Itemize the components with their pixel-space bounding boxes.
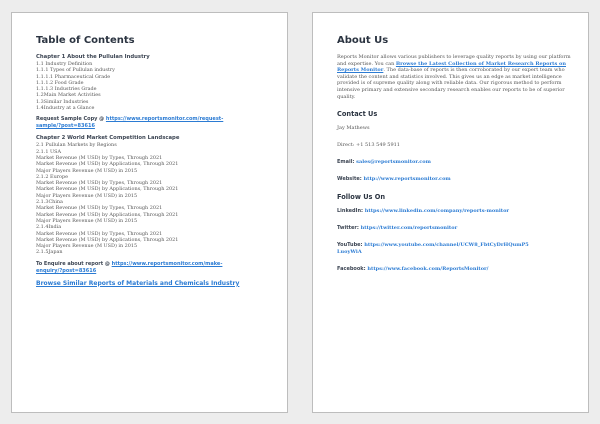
- toc-item: 1.1.1 Types of Pullulan industry: [36, 67, 115, 74]
- toc-item: Market Revenue (M USD) by Applications, Through 2021: [36, 236, 179, 243]
- website-link[interactable]: http://www.reportsmonitor.com: [363, 176, 451, 183]
- toc-item: Market Revenue (M USD) by Applications, Through 2021: [36, 211, 179, 218]
- email-link[interactable]: sales@reportsmonitor.com: [356, 159, 431, 166]
- follow-linkedin: [337, 208, 572, 215]
- sample-request: [36, 116, 273, 130]
- toc-item: 2.1 Pullulan Markets by Regions: [36, 142, 117, 149]
- about-text-1: Reports Monitor allows various publishers to leverage quality reports by using our platform and expertise. You can: [337, 54, 571, 67]
- chapter2-list: [36, 142, 273, 255]
- toc-item: 1.2Main Market Activities: [36, 92, 101, 99]
- right-page: [312, 12, 589, 413]
- toc-item: 1.3Similar Industries: [36, 98, 89, 105]
- enquiry-link-cont[interactable]: enquiry/?post=83616: [36, 267, 97, 274]
- linkedin-link[interactable]: https://www.linkedin.com/company/reports-monitor: [364, 208, 510, 215]
- youtube-link[interactable]: https://www.youtube.com/channel/UCW8_FbtCyDrHQumP5: [364, 242, 529, 249]
- sample-request-link[interactable]: https://www.reportsmonitor.com/request-: [105, 116, 224, 123]
- contact-website: [337, 176, 572, 183]
- toc-item: Major Players Revenue (M USD) in 2015: [36, 192, 138, 199]
- contact-name: Jay Mathews: [337, 125, 370, 132]
- toc-item: Market Revenue (M USD) by Types, Through 2021: [36, 154, 163, 161]
- toc-item: 2.1.2 Europe: [36, 173, 69, 180]
- toc-item: 1.1.1.2 Food Grade: [36, 79, 84, 86]
- contact-title: Contact Us: [337, 110, 378, 119]
- website-label: Website:: [337, 176, 364, 183]
- enquiry-link[interactable]: https://www.reportsmonitor.com/make-: [111, 260, 223, 267]
- browse-similar-reports-link[interactable]: Browse Similar Reports of Materials and Chemicals Industry: [36, 279, 240, 287]
- about-paragraph: [337, 54, 572, 100]
- email-label: Email:: [337, 159, 357, 166]
- facebook-label: Facebook:: [337, 266, 368, 273]
- chapter2-title: Chapter 2 World Market Competition Landscape: [36, 135, 180, 142]
- follow-twitter: [337, 225, 572, 232]
- toc-item: Major Players Revenue (M USD) in 2015: [36, 243, 138, 250]
- follow-youtube: [337, 242, 572, 256]
- enquiry-request: [36, 261, 273, 275]
- contact-email: [337, 159, 572, 166]
- youtube-link-cont[interactable]: LuoyWiA: [337, 249, 362, 256]
- toc-item: Market Revenue (M USD) by Types, Through 2021: [36, 230, 163, 237]
- left-page: [11, 12, 288, 413]
- toc-item: 1.1 Industry Definition: [36, 61, 93, 67]
- contact-direct: Direct: +1 513 549 5911: [337, 142, 400, 149]
- about-title: About Us: [337, 35, 389, 46]
- toc-item: 1.1.1.1 Pharmaceutical Grade: [36, 73, 111, 80]
- linkedin-label: LinkedIn:: [337, 208, 365, 215]
- sample-request-label: Request Sample Copy @: [36, 116, 106, 123]
- toc-item: Market Revenue (M USD) by Types, Through 2021: [36, 205, 163, 212]
- facebook-link[interactable]: https://www.facebook.com/ReportsMonitor/: [367, 266, 489, 273]
- toc-item: Major Players Revenue (M USD) in 2015: [36, 217, 138, 224]
- toc-item: 1.1.1.3 Industries Grade: [36, 86, 97, 93]
- follow-facebook: [337, 266, 572, 273]
- chapter1-list: [36, 61, 273, 111]
- enquiry-label: To Enquire about report @: [36, 260, 112, 267]
- toc-item: 1.4Industry at a Glance: [36, 105, 95, 112]
- toc-item: 2.1.5Japan: [36, 249, 63, 256]
- twitter-link[interactable]: https://twitter.com/reportsmonitor: [360, 225, 458, 232]
- toc-item: 2.1.4India: [36, 224, 62, 231]
- toc-item: Major Players Revenue (M USD) in 2015: [36, 167, 138, 174]
- toc-title: Table of Contents: [36, 35, 135, 46]
- youtube-label: YouTube:: [337, 242, 365, 249]
- toc-item: 2.1.1 USA: [36, 148, 62, 155]
- toc-item: Market Revenue (M USD) by Applications, Through 2021: [36, 161, 179, 168]
- follow-title: Follow Us On: [337, 193, 386, 202]
- toc-item: Market Revenue (M USD) by Applications, Through 2021: [36, 186, 179, 193]
- about-text-2: . The data-base of reports is then corroborated by our expert team who validate the content and statistics involved. This gives us an edge as market intelligence provided is of supreme quality along with reliable data. Our rigorous method to perform intensive primary and extensive secondary research enables our reports to be of superior quality.: [337, 67, 565, 100]
- browse-latest-collection-link[interactable]: Browse the Latest Collection of Market Research Reports on Reports Monitor: [337, 60, 566, 74]
- toc-item: 2.1.3China: [36, 199, 63, 206]
- twitter-label: Twitter:: [337, 225, 361, 232]
- chapter1-title: Chapter 1 About the Pullulan Industry: [36, 54, 150, 60]
- sample-request-link-cont[interactable]: sample/?post=83616: [36, 123, 95, 130]
- toc-item: Market Revenue (M USD) by Types, Through 2021: [36, 180, 163, 187]
